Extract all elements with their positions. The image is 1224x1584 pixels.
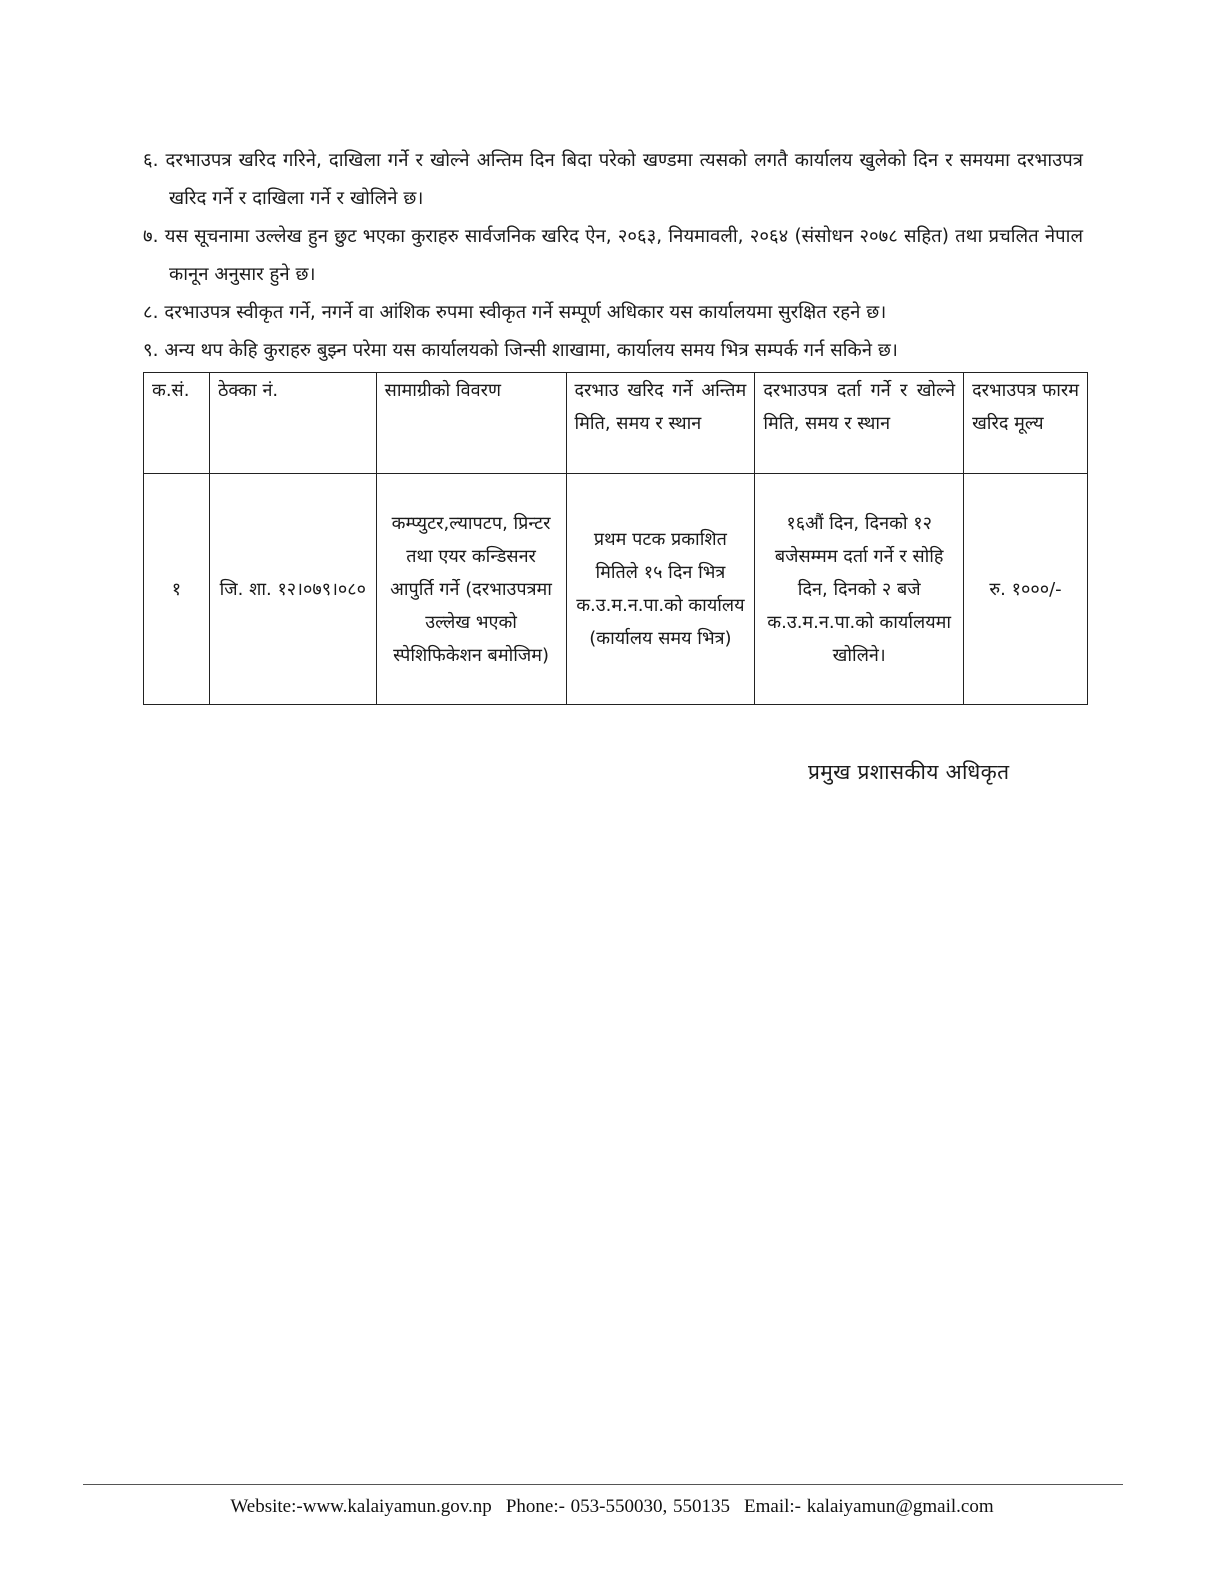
header-serial-number: क.सं.	[144, 373, 210, 474]
tender-table	[143, 372, 1088, 705]
footer-email: Email:- kalaiyamun@gmail.com	[744, 1496, 994, 1517]
cell-description: कम्प्युटर,ल्यापटप, प्रिन्टर तथा एयर कन्डिसनर आपुर्ति गर्ने (दरभाउपत्रमा उल्लेख भएको स्पेशिफिकेशन बमोजिम)	[376, 474, 566, 705]
note-item: ८. दरभाउपत्र स्वीकृत गर्ने, नगर्ने वा आंशिक रुपमा स्वीकृत गर्ने सम्पूर्ण अधिकार यस कार्यालयमा सुरक्षित रहने छ।	[143, 302, 887, 323]
notes-list	[143, 142, 1083, 370]
note-item: ६. दरभाउपत्र खरिद गरिने, दाखिला गर्ने र खोल्ने अन्तिम दिन बिदा परेको खण्डमा त्यसको लगतै कार्यालय खुलेको दिन र समयमा दरभाउपत्र खरिद गर्ने र दाखिला गर्ने र खोलिने छ।	[143, 150, 1083, 209]
header-form-price: दरभाउपत्र फारम खरिद मूल्य	[964, 373, 1088, 474]
footer-website: Website:-www.kalaiyamun.gov.np	[230, 1496, 492, 1517]
cell-form-price: रु. १०००/-	[964, 474, 1088, 705]
cell-contract-number: जि. शा. १२।०७९।०८०	[209, 474, 376, 705]
note-item: ७. यस सूचनामा उल्लेख हुन छुट भएका कुराहरु सार्वजनिक खरिद ऐन, २०६३, नियमावली, २०६४ (संसोधन २०७८ सहित) तथा प्रचलित नेपाल कानून अनुसार हुने छ।	[143, 226, 1083, 285]
header-purchase-deadline: दरभाउ खरिद गर्ने अन्तिम मिति, समय र स्थान	[566, 373, 755, 474]
cell-serial-number: १	[144, 474, 210, 705]
cell-submission-opening: १६औं दिन, दिनको १२ बजेसम्मम दर्ता गर्ने र सोहि दिन, दिनको २ बजे क.उ.म.न.पा.को कार्यालयमा खोलिने।	[755, 474, 964, 705]
table-header-row	[144, 373, 1088, 474]
header-submission-opening: दरभाउपत्र दर्ता गर्ने र खोल्ने मिति, समय र स्थान	[755, 373, 964, 474]
header-contract-number: ठेक्का नं.	[209, 373, 376, 474]
header-description: सामाग्रीको विवरण	[376, 373, 566, 474]
cell-purchase-deadline: प्रथम पटक प्रकाशित मितिले १५ दिन भित्र क.उ.म.न.पा.को कार्यालय (कार्यालय समय भित्र)	[566, 474, 755, 705]
table-row	[144, 474, 1088, 705]
footer	[0, 1496, 1224, 1518]
footer-divider	[83, 1484, 1123, 1485]
footer-phone: Phone:- 053-550030, 550135	[505, 1496, 730, 1517]
signature-title: प्रमुख प्रशासकीय अधिकृत	[808, 760, 1010, 784]
note-item: ९. अन्य थप केहि कुराहरु बुझ्न परेमा यस कार्यालयको जिन्सी शाखामा, कार्यालय समय भित्र सम्पर्क गर्न सकिने छ।	[143, 340, 898, 361]
